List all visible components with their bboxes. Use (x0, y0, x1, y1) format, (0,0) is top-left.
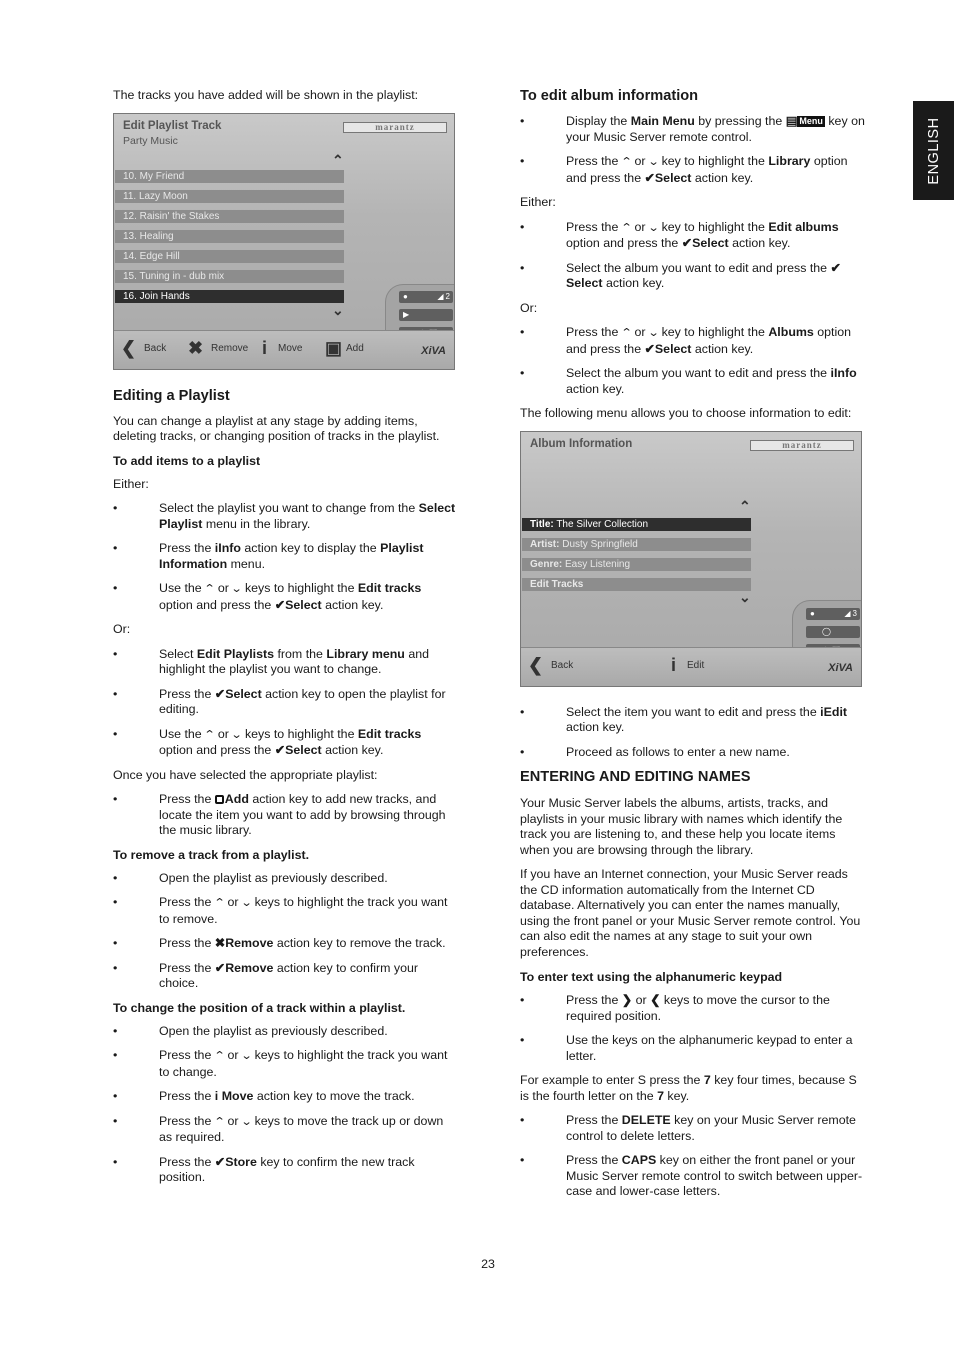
or-label: Or: (520, 300, 538, 315)
check-icon: ✔ (830, 260, 841, 275)
language-tab (913, 101, 954, 200)
track-row[interactable]: 10. My Friend (115, 170, 344, 183)
track-row[interactable]: 13. Healing (115, 230, 344, 243)
language-label: ENGLISH (925, 116, 942, 185)
menu-key-label: Menu (799, 116, 823, 126)
page-number: 23 (481, 1257, 495, 1271)
track-row[interactable]: 15. Tuning in - dub mix (115, 270, 344, 283)
info-icon: i (214, 541, 219, 555)
marantz-logo: marantz (750, 440, 854, 451)
up-key-icon: ⌃ (213, 1115, 226, 1128)
action-bar (521, 647, 861, 686)
add-icon[interactable]: ▣ (325, 337, 343, 358)
up-key-icon: ⌃ (620, 221, 633, 234)
status-panel (792, 600, 861, 649)
list-item: • Press the ✔Store key to confirm the new track position. (113, 1154, 415, 1184)
menu-key-icon: ▤ (785, 114, 798, 128)
album-row[interactable]: Artist: Dusty Springfield (522, 538, 751, 551)
list-item: • Press the ⌃ or ⌄ keys to move the track up or down as required. (113, 1113, 444, 1144)
album-row[interactable]: Edit Tracks (522, 578, 751, 591)
back-icon[interactable]: ❮ (528, 654, 544, 675)
once-selected: Once you have selected the appropriate playlist: (113, 767, 378, 782)
info-icon: i (820, 704, 824, 719)
track-row-selected[interactable]: 16. Join Hands (115, 290, 344, 303)
list-item: • Select Edit Playlists from the Library menu and highlight the playlist you want to change. (113, 646, 429, 676)
up-key-icon: ⌃ (620, 156, 633, 168)
check-icon: ✔ (274, 597, 286, 612)
add-key-icon (215, 795, 224, 804)
right-key-icon: ❯ (621, 993, 633, 1007)
play-icon: ▶ (403, 309, 410, 319)
scroll-up-icon: ⌃ (739, 497, 751, 514)
list-item: • Select the item you want to edit and press the iEdit action key. (520, 704, 848, 734)
album-row-selected[interactable]: Title: The Silver Collection (522, 518, 751, 531)
speaker-icon: ◢ (844, 608, 851, 618)
track-row[interactable]: 12. Raisin' the Stakes (115, 210, 344, 223)
list-item: • Press the CAPS key on either the front panel or your Music Server remote control to switch between upper-case and lower-case letters. (520, 1153, 863, 1198)
xiva-logo: XiVA (828, 661, 853, 674)
action-bar (114, 330, 454, 369)
left-column (113, 88, 458, 1195)
list-item: • Press the ⌃ or ⌄ key to highlight the Library option and press the ✔Select action key. (520, 154, 848, 185)
down-key-icon: ⌄ (647, 156, 660, 168)
list-item: • Press the ❯ or ❮ keys to move the cursor to the required position. (520, 993, 830, 1023)
screen-title: Edit Playlist Track (123, 119, 222, 132)
album-heading: To edit album information (520, 88, 699, 104)
side-count: 3 (852, 608, 857, 618)
back-icon[interactable]: ❮ (121, 337, 137, 358)
check-icon: ✔ (214, 960, 226, 975)
down-key-icon: ⌄ (240, 1050, 253, 1062)
list-item: • Open the playlist as previously described. (113, 1023, 388, 1038)
list-item: • Use the ⌃ or ⌄ keys to highlight the Edit tracks option and press the ✔Select action key. (113, 726, 422, 757)
either-label: Either: (520, 195, 556, 209)
add-label[interactable]: Add (346, 342, 364, 354)
list-item: • Press the ⌃ or ⌄ key to highlight the Albums option and press the ✔Select action key. (520, 325, 851, 356)
names-paragraph-1: Your Music Server labels the albums, artists, tracks, and playlists in your music library with names which identify the track you are listening to, and these help you locate items when you are browsing through the library. (520, 796, 843, 857)
list-item: • Select the album you want to edit and press the iInfo action key. (520, 366, 857, 396)
list-item: • Use the keys on the alphanumeric keypad to enter a letter. (520, 1033, 853, 1063)
remove-heading: To remove a track from a playlist. (113, 847, 310, 862)
edit-label[interactable]: Edit (687, 659, 705, 671)
list-item: • Press the iInfo action key to display the Playlist Information menu. (113, 541, 424, 571)
side-count: 2 (445, 291, 450, 301)
change-heading: To change the position of a track within a playlist. (113, 1000, 406, 1015)
list-item: • Press the Add action key to add new tracks, and locate the item you want to add by browsing through the music library. (113, 792, 446, 837)
down-key-icon: ⌄ (240, 1115, 253, 1128)
check-icon: ✔ (644, 341, 655, 356)
list-item: • Select the album you want to edit and press the ✔Select action key. (520, 260, 841, 290)
up-key-icon: ⌃ (620, 327, 633, 339)
check-icon: ✔ (214, 1154, 226, 1169)
check-icon: ✔ (214, 686, 226, 701)
screen-title: Album Information (530, 437, 633, 450)
following-text: The following menu allows you to choose information to edit: (520, 406, 852, 420)
back-label[interactable]: Back (144, 342, 167, 354)
edit-playlist-screen (113, 113, 455, 370)
list-item: • Press the ⌃ or ⌄ key to highlight the Edit albums option and press the ✔Select action key. (520, 219, 839, 250)
intro-text: The tracks you have added will be shown in the playlist: (113, 88, 419, 102)
either-label: Either: (113, 476, 149, 491)
album-info-screen (520, 431, 862, 687)
album-row[interactable]: Genre: Easy Listening (522, 558, 751, 571)
list-item: • Press the ⌃ or ⌄ keys to highlight the track you want to change. (113, 1048, 448, 1079)
back-label[interactable]: Back (551, 659, 574, 671)
down-key-icon: ⌄ (647, 327, 660, 339)
play-dot-icon: ● (403, 291, 408, 301)
list-item: • Press the ✖Remove action key to remove the track. (113, 936, 446, 950)
list-item: • Press the i Move action key to move the track. (113, 1089, 415, 1103)
down-key-icon: ⌄ (240, 897, 253, 909)
add-heading: To add items to a playlist (113, 453, 261, 468)
list-item: • Use the ⌃ or ⌄ keys to highlight the Edit tracks option and press the ✔Select action key. (113, 581, 422, 612)
xiva-logo: XiVA (421, 344, 446, 357)
up-key-icon: ⌃ (213, 897, 226, 909)
track-row[interactable]: 11. Lazy Moon (115, 190, 344, 203)
list-item: • Display the Main Menu by pressing the ▤ Menu key on your Music Server remote control. (520, 114, 865, 144)
repeat-status (806, 626, 860, 638)
up-key-icon: ⌃ (213, 1050, 226, 1062)
list-item: • Press the ⌃ or ⌄ keys to highlight the track you want to remove. (113, 895, 448, 926)
or-label: Or: (113, 622, 131, 636)
list-item: • Proceed as follows to enter a new name. (520, 744, 790, 759)
remove-icon[interactable]: ✖ (188, 337, 204, 358)
down-key-icon: ⌄ (230, 583, 243, 595)
screen-subtitle: Party Music (123, 134, 178, 147)
remove-label[interactable]: Remove (211, 342, 249, 354)
editing-heading: Editing a Playlist (113, 387, 230, 404)
cross-icon: ✖ (214, 936, 226, 950)
check-icon: ✔ (644, 170, 655, 185)
scroll-down-icon: ⌄ (739, 588, 751, 605)
down-key-icon: ⌄ (230, 728, 243, 741)
list-item: • Press the ✔Select action key to open the playlist for editing. (113, 686, 446, 716)
left-key-icon: ❮ (650, 993, 661, 1007)
example-text: For example to enter S press the 7 key four times, because S is the fourth letter on the 7 key. (520, 1073, 857, 1103)
up-key-icon: ⌃ (203, 583, 216, 595)
scroll-up-icon: ⌃ (332, 151, 344, 168)
info-icon: i (214, 1089, 219, 1103)
track-row[interactable]: 14. Edge Hill (115, 250, 344, 263)
names-paragraph-2: If you have an Internet connection, your Music Server reads the CD information automatically from the Internet CD database. Alternatively you can enter the names manually, using the front panel or your Music Server remote control. You can also edit the names at any stage to suit your own preferences. (520, 867, 861, 959)
scroll-down-icon: ⌄ (332, 301, 344, 318)
info-icon: i (830, 366, 834, 380)
up-key-icon: ⌃ (203, 728, 216, 741)
list-item: • Press the ✔Remove action key to confirm your choice. (113, 960, 419, 990)
status-panel (385, 284, 454, 331)
play-status (399, 309, 453, 321)
play-dot-icon: ● (810, 608, 815, 618)
check-icon: ✔ (274, 743, 286, 757)
names-heading: ENTERING AND EDITING NAMES (520, 769, 751, 785)
right-column (520, 88, 866, 1209)
volume-status (399, 291, 453, 303)
volume-status (806, 608, 860, 620)
check-icon: ✔ (681, 236, 693, 250)
list-item: • Select the playlist you want to change from the Select Playlist menu in the library. (113, 501, 456, 531)
editing-intro: You can change a playlist at any stage by adding items, deleting tracks, or changing position of tracks in the playlist. (113, 413, 440, 443)
keypad-heading: To enter text using the alphanumeric keypad (520, 970, 783, 984)
info-icon[interactable]: i (262, 337, 268, 358)
move-label[interactable]: Move (278, 342, 303, 354)
info-icon[interactable]: i (671, 654, 677, 675)
repeat-icon: ◯ (822, 626, 831, 636)
speaker-icon: ◢ (437, 291, 444, 301)
list-item: • Open the playlist as previously described. (113, 870, 388, 885)
marantz-logo: marantz (343, 122, 447, 133)
list-item: • Press the DELETE key on your Music Server remote control to delete letters. (520, 1113, 856, 1143)
down-key-icon: ⌄ (647, 221, 660, 234)
